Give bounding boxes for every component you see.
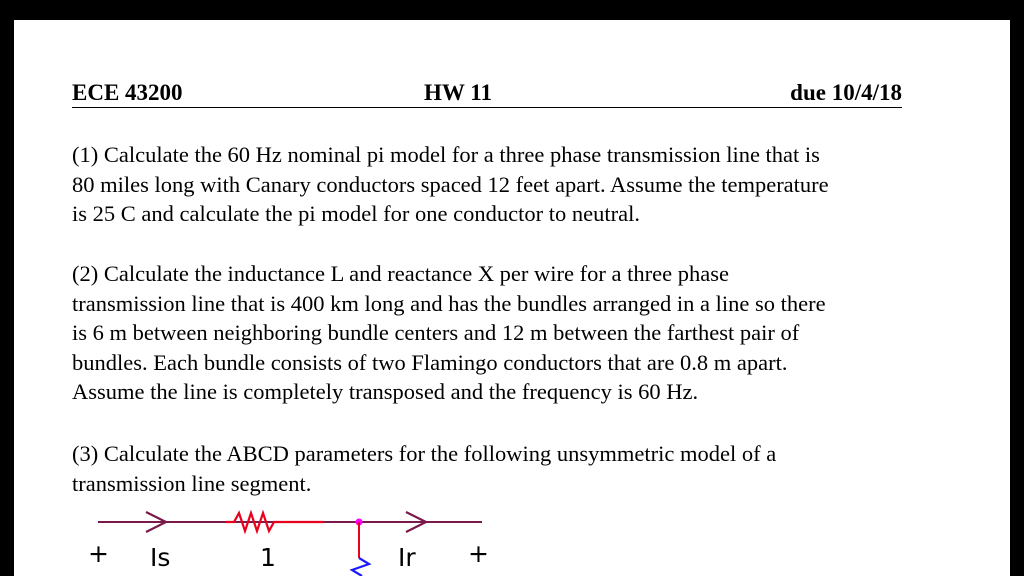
document-page bbox=[14, 20, 1010, 576]
problem-text-line: Assume the line is completely transposed and the frequency is 60 Hz. bbox=[72, 379, 699, 404]
plus-terminal-right: + bbox=[468, 539, 489, 568]
current-label-is: Is bbox=[150, 543, 171, 572]
circuit-diagram bbox=[84, 506, 524, 576]
due-date: due 10/4/18 bbox=[790, 80, 902, 105]
problem-1 bbox=[72, 140, 962, 229]
problem-text-line: 80 miles long with Canary conductors spaced 12 feet apart. Assume the temperature bbox=[72, 171, 829, 197]
problem-2 bbox=[72, 259, 962, 407]
homework-title: HW 11 bbox=[424, 80, 492, 105]
problem-text-line: transmission line segment. bbox=[72, 470, 312, 496]
resistor-value-label: 1 bbox=[260, 543, 276, 572]
problem-text-line: (2) Calculate the inductance L and reactance X per wire for a three phase bbox=[72, 261, 729, 286]
problem-text-line: is 25 C and calculate the pi model for one conductor to neutral. bbox=[72, 201, 640, 226]
current-label-ir: Ir bbox=[398, 543, 416, 572]
problem-text-line: transmission line that is 400 km long and has the bundles arranged in a line so there bbox=[72, 290, 826, 316]
problem-text-line: is 6 m between neighboring bundle centers and 12 m between the farthest pair of bbox=[72, 320, 800, 345]
problem-3 bbox=[72, 439, 962, 498]
problem-text-line: (3) Calculate the ABCD parameters for the following unsymmetric model of a bbox=[72, 441, 777, 466]
plus-terminal-left: + bbox=[88, 539, 109, 568]
course-code: ECE 43200 bbox=[72, 80, 183, 105]
homework-header bbox=[72, 77, 902, 108]
shunt-resistor bbox=[352, 558, 369, 576]
problem-text-line: bundles. Each bundle consists of two Flamingo conductors that are 0.8 m apart. bbox=[72, 349, 788, 375]
problem-text-line: (1) Calculate the 60 Hz nominal pi model for a three phase transmission line that is bbox=[72, 142, 820, 167]
